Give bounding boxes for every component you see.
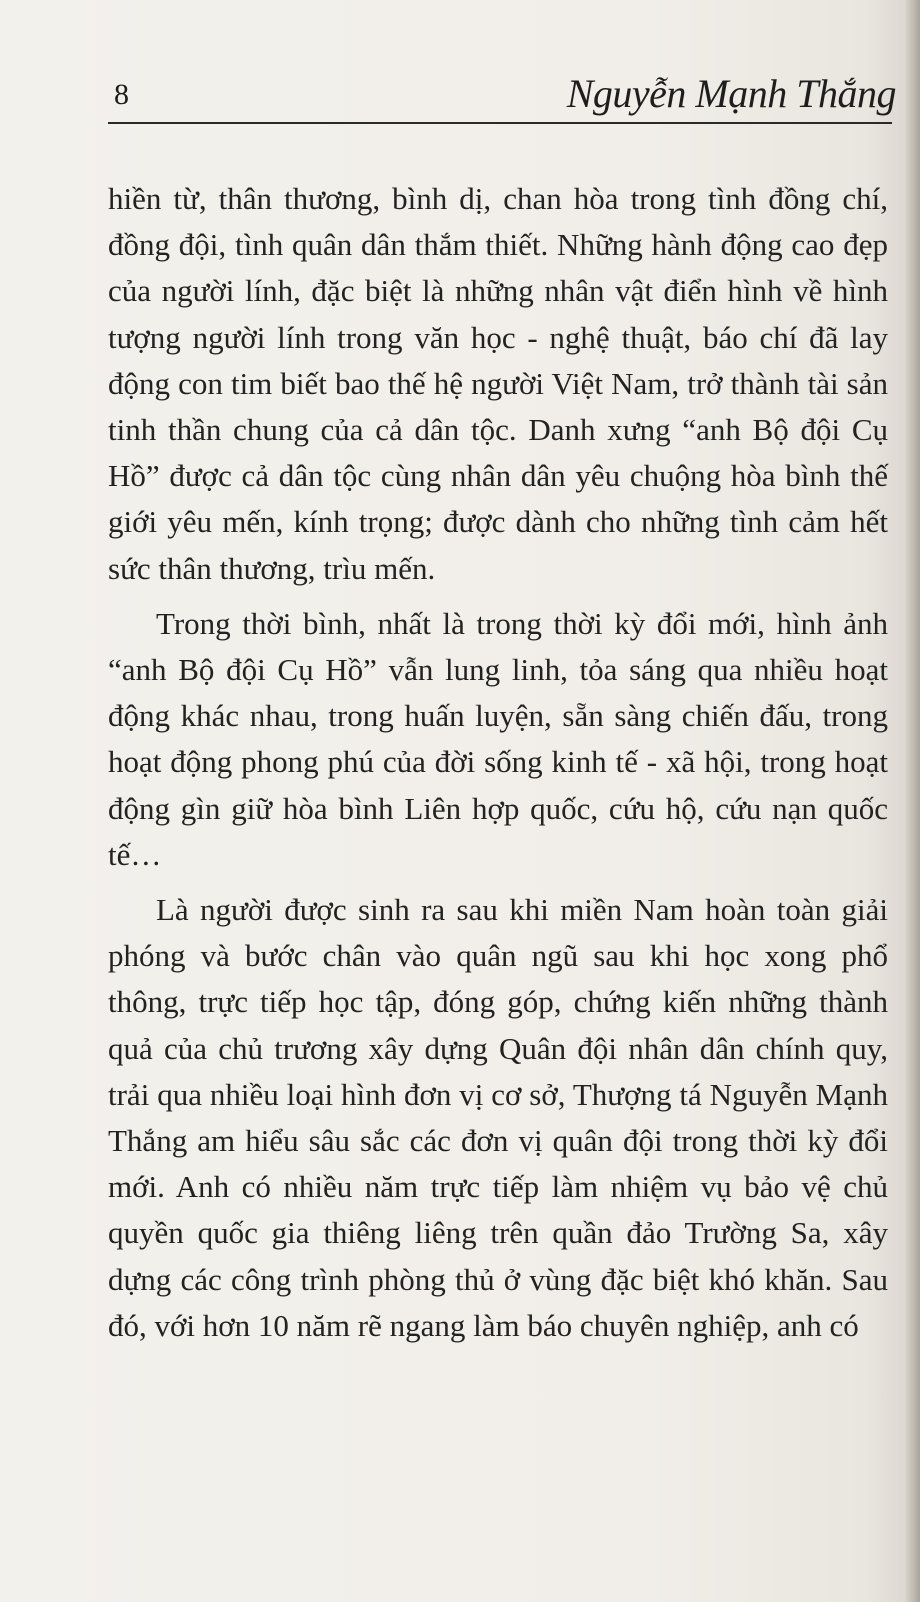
header-rule	[108, 122, 892, 124]
paragraph-3: Là người được sinh ra sau khi miền Nam hoàn toàn giải phóng và bước chân vào quân ngũ sau khi học xong phổ thông, trực tiếp học tập, đóng góp, chứng kiến những thành quả của chủ trương xây dựng Quân đội nhân dân chính quy, trải qua nhiều loại hình đơn vị cơ sở, Thượng tá Nguyễn Mạnh Thắng am hiểu sâu sắc các đơn vị quân đội trong thời kỳ đổi mới. Anh có nhiều năm trực tiếp làm nhiệm vụ bảo vệ chủ quyền quốc gia thiêng liêng trên quần đảo Trường Sa, xây dựng các công trình phòng thủ ở vùng đặc biệt khó khăn. Sau đó, với hơn 10 năm rẽ ngang làm báo chuyên nghiệp, anh có	[108, 892, 888, 1343]
running-head-author: Nguyễn Mạnh Thắng	[566, 71, 896, 116]
page-edge	[906, 0, 920, 1602]
body-text	[108, 176, 888, 1349]
paragraph-2: Trong thời bình, nhất là trong thời kỳ đổi mới, hình ảnh “anh Bộ đội Cụ Hồ” vẫn lung linh, tỏa sáng qua nhiều hoạt động khác nhau, trong huấn luyện, sẵn sàng chiến đấu, trong hoạt động phong phú của đời sống kinh tế - xã hội, trong hoạt động gìn giữ hòa bình Liên hợp quốc, cứu hộ, cứu nạn quốc tế…	[108, 605, 888, 872]
page-header	[108, 66, 896, 124]
paragraph-1: hiền từ, thân thương, bình dị, chan hòa trong tình đồng chí, đồng đội, tình quân dân thắm thiết. Những hành động cao đẹp của người lính, đặc biệt là những nhân vật điển hình về hình tượng người lính trong văn học - nghệ thuật, báo chí đã lay động con tim biết bao thế hệ người Việt Nam, trở thành tài sản tinh thần chung của cả dân tộc. Danh xưng “anh Bộ đội Cụ Hồ” được cả dân tộc cùng nhân dân yêu chuộng hòa bình thế giới yêu mến, kính trọng; được dành cho những tình cảm hết sức thân thương, trìu mến.	[108, 181, 888, 586]
page-number: 8	[114, 78, 129, 111]
